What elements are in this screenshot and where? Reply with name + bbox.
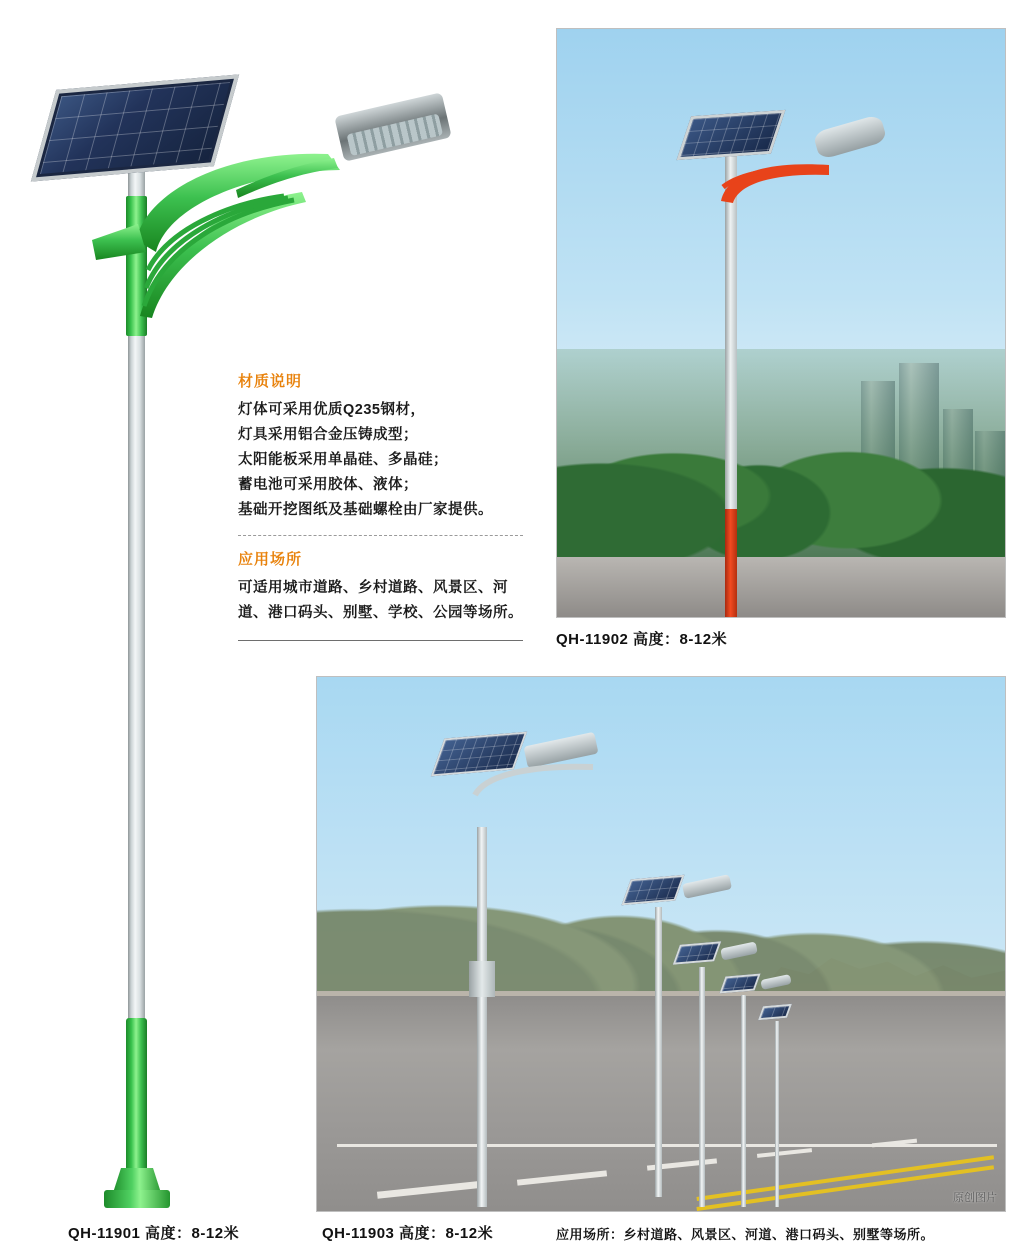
material-line-2: 灯具采用铝合金压铸成型； bbox=[238, 427, 418, 443]
solar-panel bbox=[719, 974, 760, 994]
photo-qh11903 bbox=[316, 676, 1006, 1212]
material-line-4: 蓄电池可采用胶体、液体； bbox=[238, 477, 418, 493]
street-light-pole bbox=[741, 995, 746, 1207]
application-heading: 应用场所 bbox=[238, 551, 303, 568]
caption-qh11902: QH-11902 高度：8-12米 bbox=[556, 631, 728, 648]
led-lens bbox=[347, 114, 444, 157]
section-divider bbox=[238, 535, 523, 536]
solar-cells bbox=[40, 82, 230, 174]
solar-panel bbox=[758, 1004, 792, 1020]
solar-panel bbox=[621, 875, 684, 905]
street-light-pole bbox=[655, 907, 662, 1197]
street-light-pole bbox=[477, 827, 487, 1207]
material-line-3: 太阳能板采用单晶硅、多晶硅； bbox=[238, 452, 448, 468]
battery-box bbox=[469, 961, 495, 997]
pole-red-section bbox=[725, 509, 737, 618]
street-light-pole bbox=[699, 967, 705, 1207]
application-line-1: 可适用城市道路、乡村道路、风景区、河 bbox=[238, 580, 508, 596]
pole-foot-plate bbox=[104, 1190, 170, 1208]
solar-panel bbox=[676, 110, 785, 160]
caption-qh11903: QH-11903 高度：8-12米 bbox=[322, 1225, 494, 1242]
material-heading: 材质说明 bbox=[238, 373, 303, 390]
material-line-5: 基础开挖图纸及基础螺栓由厂家提供。 bbox=[238, 502, 493, 518]
watermark: 原创图片 bbox=[953, 1192, 997, 1204]
specification-text-block bbox=[238, 370, 533, 641]
solar-panel bbox=[31, 74, 239, 181]
section-divider-bottom bbox=[238, 640, 523, 641]
lamp-arm-red bbox=[717, 157, 847, 203]
lane-edge bbox=[337, 1144, 997, 1147]
photo-qh11902 bbox=[556, 28, 1006, 618]
lamp-arm bbox=[467, 761, 607, 797]
material-line-1: 灯体可采用优质Q235钢材， bbox=[238, 402, 426, 418]
road-surface bbox=[557, 557, 1005, 617]
solar-panel bbox=[673, 941, 722, 964]
street-light-pole bbox=[775, 1021, 779, 1207]
caption-qh11901: QH-11901 高度：8-12米 bbox=[68, 1225, 240, 1242]
roadside-trees bbox=[557, 349, 1005, 559]
caption-application-note: 应用场所：乡村道路、风景区、河道、港口码头、别墅等场所。 bbox=[556, 1227, 935, 1242]
led-lamp-head bbox=[334, 92, 452, 162]
application-line-2: 道、港口码头、别墅、学校、公园等场所。 bbox=[238, 605, 523, 621]
